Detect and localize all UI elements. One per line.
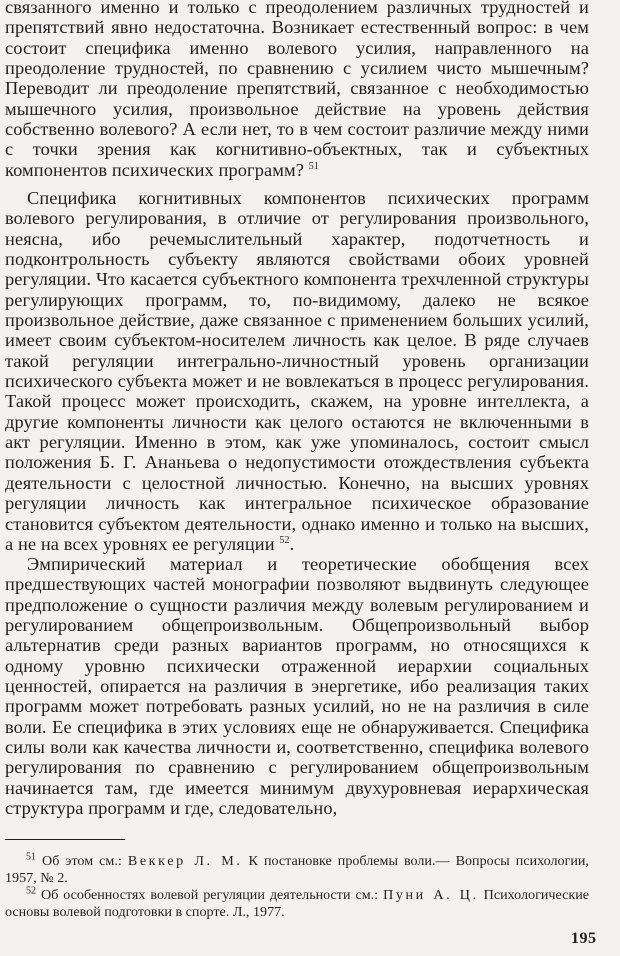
footnote-51-author: Веккер Л. М. xyxy=(127,853,243,869)
page-number: 195 xyxy=(571,930,597,947)
paragraph-1-text: связанного именно и только с преодолением различных трудностей и препятствий явно недостаточна. Возникает естественный вопрос: в чем состоит специфика именно волевого усилия, направленного на преодоление трудностей, по сравнению с усилием чисто мышечным? Переводит ли преодоление препятствий, связанное с необходимостью мышечного усилия, произвольное действие на уровень действия собственно волевого? А если нет, то в чем состоит различие между ними с точки зрения как когнитивно-объектных, так и субъектных компонентов психических программ? xyxy=(5,0,589,180)
footnote-52-author: Пуни А. Ц. xyxy=(383,887,479,903)
body-paragraph-3: Эмпирический материал и теоретические обобщения всех предшествующих частей монографии позволяют выдвинуть следующее предположение о сущности различия между волевым регулированием и регулированием общепроизвольным. Общепроизвольный выбор альтернатив среди разных вариантов программ, но относящихся к одному уровню психически отраженной иерархии социальных ценностей, опирается на различия в энергетике, ибо реализация таких программ может потребовать разных усилий, но не на различия в силе воли. Ее специфика в этих условиях еще не обнаруживается. Специфика силы воли как качества личности и, соответственно, специфика волевого регулирования по сравнению с регулированием общепроизвольным начинается там, где имеется минимум двухуровневая иерархическая структура программ и где, следовательно, xyxy=(5,554,589,819)
footnote-52-prefix: Об особенностях волевой регуляции деятельности см.: xyxy=(40,887,379,903)
paragraph-2-text: Специфика когнитивных компонентов психических программ волевого регулирования, в отличие от регулирования произвольного, неясна, ибо речемыслительный характер, подотчетность и подконтрольность субъекту являются свойствами обоих уровней регуляции. Что касается субъектного компонента трехчленной структуры регулирующих программ, то, по-видимому, далеко не всякое произвольное действие, даже связанное с применением больших усилий, имеет своим субъектом-носителем личность как целое. В ряде случаев такой регуляции интегрально-личностный уровень организации психического субъекта может и не вовлекаться в процесс регулирования. Такой процесс может происходить, скажем, на уровне интеллекта, а другие компоненты личности как целого остаются не включенными в акт регуляции. Именно в этом, как уже упоминалось, состоит смысл положения Б. Г. Ананьева о недопустимости отождествления субъекта деятельности с целостной личностью. Конечно, на высших уровнях регуляции личность как интегральное психическое образование становится субъектом деятельности, однако именно и только на высших, а не на всех уровнях ее регуляции xyxy=(5,188,589,554)
footnote-51 xyxy=(5,853,589,886)
footnote-marker-51: 51 xyxy=(26,851,36,863)
footnote-marker-52: 52 xyxy=(26,885,36,897)
body-paragraph-2: Специфика когнитивных компонентов психических программ волевого регулирования, в отличие от регулирования произвольного, неясна, ибо речемыслительный характер, подотчетность и подконтрольность субъекту являются свойствами обоих уровней регуляции. Что касается субъектного компонента трехчленной структуры регулирующих программ, то, по-видимому, далеко не всякое произвольное действие, даже связанное с применением больших усилий, имеет своим субъектом-носителем личность как целое. В ряде случаев такой регуляции интегрально-личностный уровень организации психического субъекта может и не вовлекаться в процесс регулирования. Такой процесс может происходить, скажем, на уровне интеллекта, а другие компоненты личности как целого остаются не включенными в акт регуляции. Именно в этом, как уже упоминалось, состоит смысл положения Б. Г. Ананьева о недопустимости отождествления субъекта деятельности с целостной личностью. Конечно, на высших уровнях регуляции личность как интегральное психическое образование становится субъектом деятельности, однако именно и только на высших, а не на всех уровнях ее регуляции $^{52}$. xyxy=(5,188,589,554)
footnote-51-prefix: Об этом см.: xyxy=(42,853,122,869)
footnote-52 xyxy=(5,887,589,920)
footnote-51-title: К постановке проблемы воли.— Вопросы психологии, 1957, № 2. xyxy=(5,853,589,886)
body-paragraph-1 xyxy=(5,0,589,180)
footnote-separator xyxy=(5,839,125,840)
footnote-reference-51: 51 xyxy=(308,160,319,172)
footnote-reference-52: 52 xyxy=(279,534,290,546)
footnote-52-title: Психологические основы волевой подготовки в спорте. Л., 1977. xyxy=(5,887,590,920)
